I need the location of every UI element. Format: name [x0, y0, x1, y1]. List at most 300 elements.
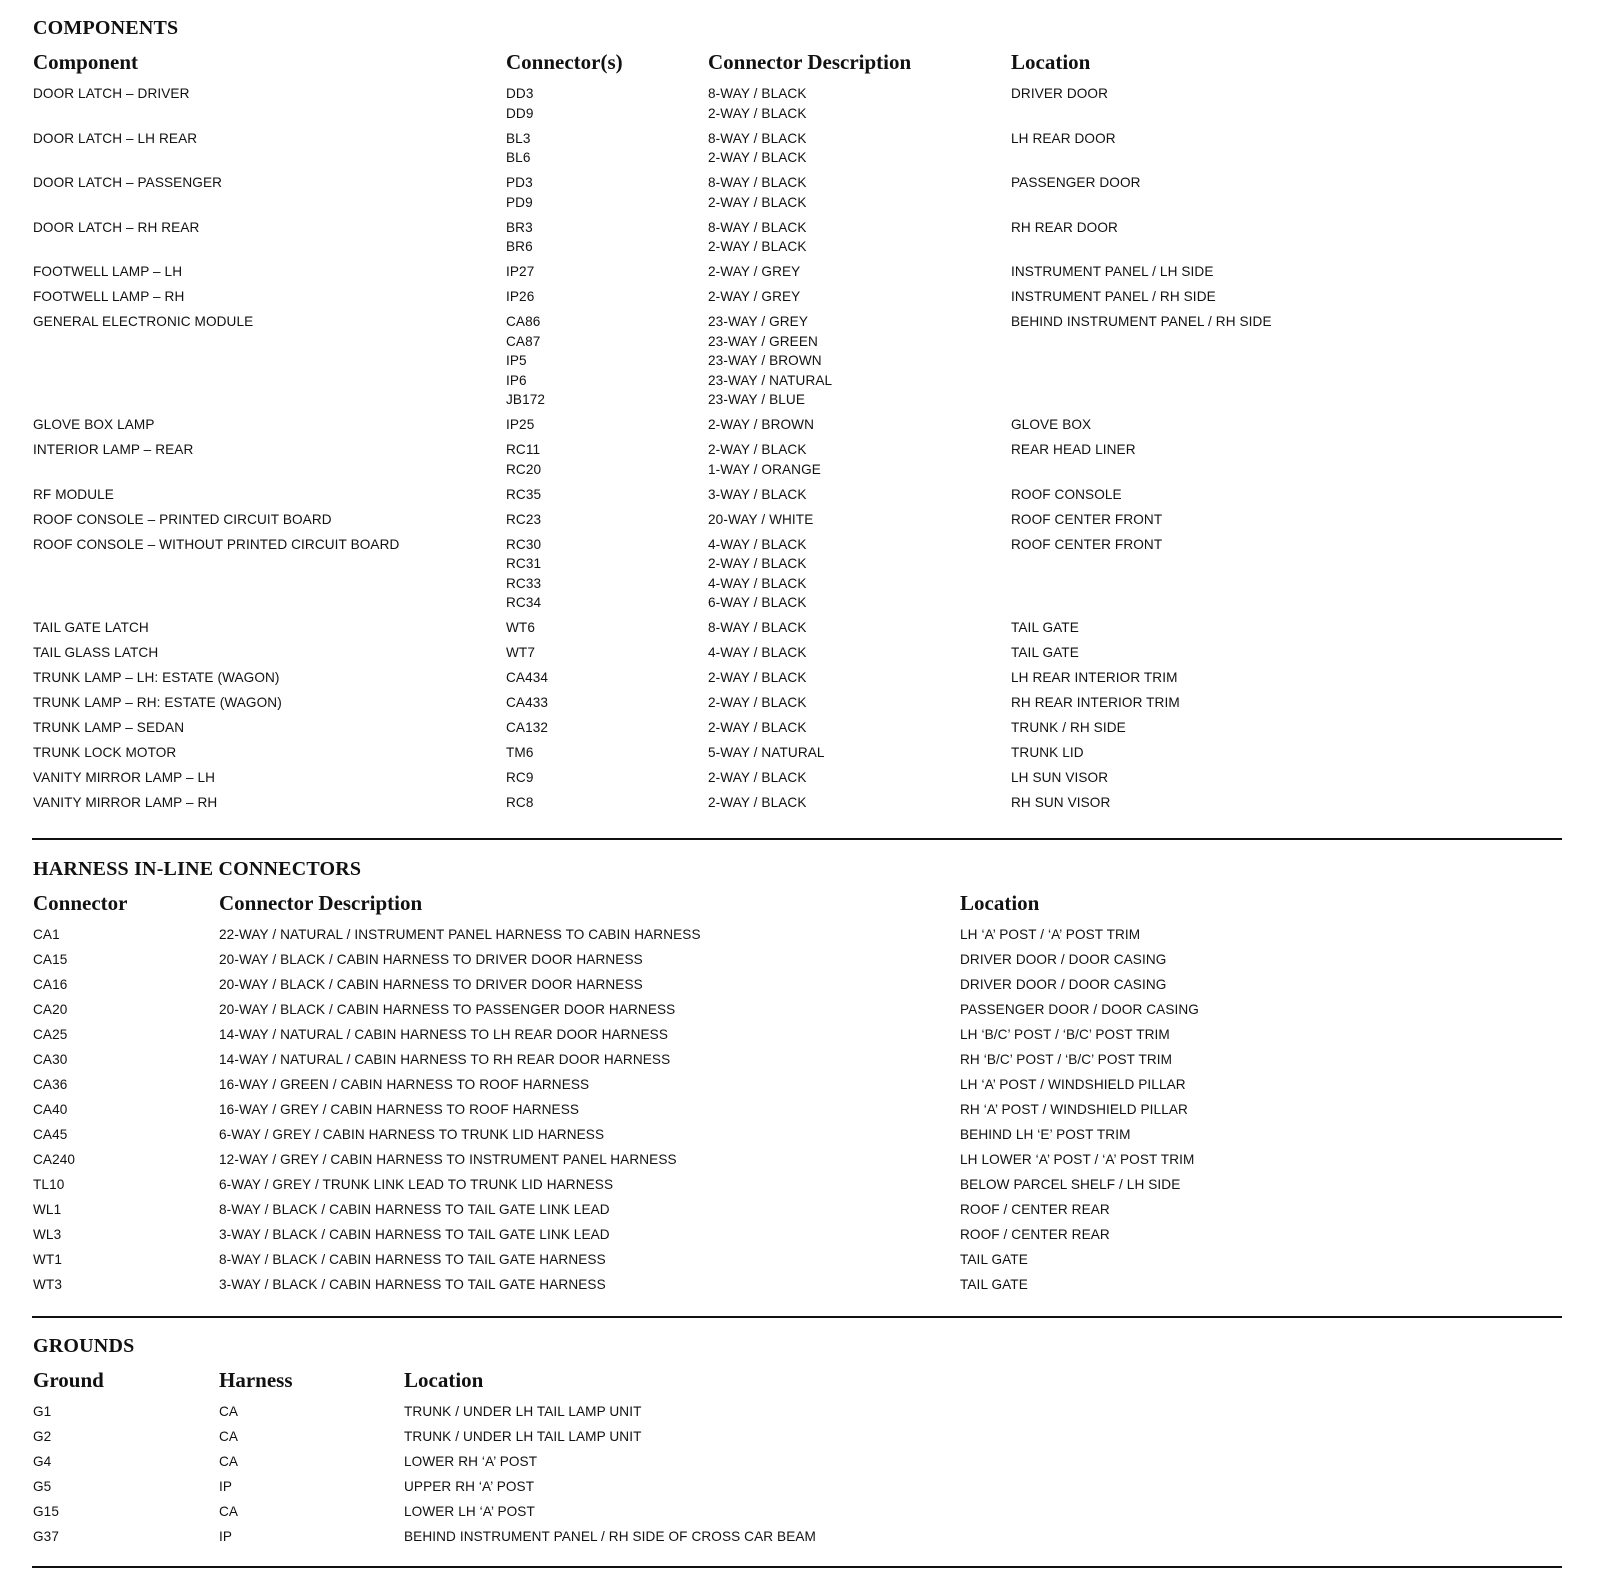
connectors-cell — [506, 287, 534, 307]
connector-description: 4-WAY / BLACK — [708, 575, 807, 591]
connector-description: 16-WAY / GREEN / CABIN HARNESS TO ROOF HARNESS — [219, 1077, 590, 1092]
location-cell — [960, 1175, 1180, 1195]
ground-id: G1 — [33, 1404, 52, 1419]
component-cell — [33, 312, 253, 332]
connector-id: CA20 — [33, 1002, 68, 1017]
connector-id: CA25 — [33, 1027, 68, 1042]
ground-id: G2 — [33, 1429, 52, 1444]
location-text: DRIVER DOOR / DOOR CASING — [960, 977, 1167, 992]
connectors-cell — [506, 440, 541, 479]
description-cell — [219, 1250, 606, 1270]
location-cell — [960, 975, 1166, 995]
description-cell — [708, 793, 807, 813]
connector-id: CA434 — [506, 670, 549, 685]
location-cell — [1011, 129, 1116, 149]
component-name: DOOR LATCH – RH REAR — [33, 219, 200, 235]
description-cell — [219, 1025, 668, 1045]
description-cell — [219, 1075, 589, 1095]
header-location: Location — [404, 1368, 484, 1392]
connector-id: CA87 — [506, 333, 541, 349]
connectors-cell — [506, 312, 545, 410]
component-cell — [33, 535, 399, 555]
connector-id: CA36 — [33, 1077, 68, 1092]
connector-id: BR6 — [506, 239, 533, 254]
location-cell — [1011, 84, 1108, 104]
location-cell — [1011, 668, 1178, 688]
connector-description: 2-WAY / BROWN — [708, 417, 815, 432]
component-cell — [33, 643, 158, 663]
description-cell — [708, 485, 807, 505]
harness-code: IP — [219, 1529, 233, 1544]
connector-id: RC8 — [506, 795, 534, 810]
location-cell — [960, 1075, 1186, 1095]
location-cell — [1011, 415, 1091, 435]
location-text: ROOF CONSOLE — [1011, 486, 1122, 502]
connector-description: 4-WAY / BLACK — [708, 645, 807, 660]
connector-description: 20-WAY / BLACK / CABIN HARNESS TO PASSENGER DOOR HARNESS — [219, 1002, 676, 1017]
connector-cell — [33, 1275, 62, 1295]
connector-description: 16-WAY / GREY / CABIN HARNESS TO ROOF HARNESS — [219, 1102, 580, 1117]
component-name: FOOTWELL LAMP – LH — [33, 264, 183, 279]
connector-description: 4-WAY / BLACK — [708, 536, 807, 552]
location-text: BELOW PARCEL SHELF / LH SIDE — [960, 1177, 1181, 1192]
description-cell — [219, 1000, 675, 1020]
location-text: LH ‘B/C’ POST / ‘B/C’ POST TRIM — [960, 1027, 1170, 1042]
location-cell — [960, 1225, 1110, 1245]
connector-id: PD3 — [506, 175, 533, 190]
header-connector: Connector — [33, 891, 128, 915]
location-text: TRUNK / UNDER LH TAIL LAMP UNIT — [404, 1404, 642, 1419]
harness-cell — [219, 1477, 232, 1497]
description-cell — [708, 618, 807, 638]
location-cell — [960, 1200, 1110, 1220]
description-cell — [708, 743, 825, 763]
connector-id: WT7 — [506, 645, 535, 660]
description-cell — [219, 925, 701, 945]
connector-cell — [33, 1225, 61, 1245]
description-cell — [219, 1100, 579, 1120]
location-text: LOWER RH ‘A’ POST — [404, 1454, 538, 1469]
location-text: GLOVE BOX — [1011, 417, 1092, 432]
component-name: DOOR LATCH – PASSENGER — [33, 175, 223, 190]
connectors-cell — [506, 768, 534, 788]
connector-id: IP6 — [506, 372, 527, 388]
connector-description: 23-WAY / GREEN — [708, 333, 818, 349]
component-cell — [33, 485, 114, 505]
location-cell — [404, 1527, 816, 1547]
component-name: GLOVE BOX LAMP — [33, 417, 155, 432]
description-cell — [708, 287, 800, 307]
connector-id: IP25 — [506, 417, 535, 432]
connectors-cell — [506, 262, 534, 282]
location-cell — [960, 1000, 1199, 1020]
section-divider — [32, 1566, 1562, 1568]
component-cell — [33, 693, 282, 713]
connector-cell — [33, 1075, 67, 1095]
description-cell — [219, 1125, 604, 1145]
section-divider — [32, 838, 1562, 840]
location-text: BEHIND INSTRUMENT PANEL / RH SIDE — [1011, 314, 1272, 329]
location-text: TAIL GATE — [960, 1252, 1028, 1267]
header-location: Location — [960, 891, 1040, 915]
header-location: Location — [1011, 50, 1091, 74]
description-cell — [708, 510, 813, 530]
connector-id: RC31 — [506, 556, 542, 571]
connector-description: 20-WAY / WHITE — [708, 511, 814, 527]
location-text: RH SUN VISOR — [1011, 795, 1111, 810]
connector-description: 2-WAY / BLACK — [708, 105, 807, 121]
connector-description: 2-WAY / BLACK — [708, 150, 807, 165]
location-cell — [1011, 218, 1118, 238]
description-cell — [708, 440, 821, 479]
connector-description: 23-WAY / NATURAL — [708, 372, 833, 388]
connector-id: IP26 — [506, 289, 535, 304]
connector-id: CA45 — [33, 1127, 68, 1142]
harness-code: CA — [219, 1454, 239, 1469]
component-name: TAIL GLASS LATCH — [33, 645, 159, 660]
connector-description: 8-WAY / BLACK — [708, 175, 807, 190]
connector-id: BL6 — [506, 150, 531, 165]
component-cell — [33, 173, 222, 193]
connector-id: TL10 — [33, 1177, 65, 1192]
connector-id: BR3 — [506, 219, 533, 235]
connectors-cell — [506, 173, 533, 212]
connectors-cell — [506, 535, 541, 613]
connector-id: CA40 — [33, 1102, 68, 1117]
location-text: LH SUN VISOR — [1011, 770, 1109, 785]
harness-code: CA — [219, 1504, 239, 1519]
connectors-cell — [506, 218, 533, 257]
connector-description: 20-WAY / BLACK / CABIN HARNESS TO DRIVER DOOR HARNESS — [219, 952, 643, 967]
connector-id: CA132 — [506, 720, 549, 735]
location-text: ROOF / CENTER REAR — [960, 1202, 1110, 1217]
component-cell — [33, 218, 199, 238]
description-cell — [708, 262, 800, 282]
connector-description: 8-WAY / BLACK — [708, 219, 807, 235]
connector-id: RC23 — [506, 511, 542, 527]
connector-id: WL3 — [33, 1227, 62, 1242]
location-cell — [960, 1050, 1172, 1070]
location-cell — [960, 1100, 1188, 1120]
connector-description: 3-WAY / BLACK — [708, 486, 807, 502]
harness-code: CA — [219, 1429, 239, 1444]
component-cell — [33, 668, 280, 688]
connector-description: 8-WAY / BLACK / CABIN HARNESS TO TAIL GATE HARNESS — [219, 1252, 606, 1267]
connector-description: 2-WAY / BLACK — [708, 795, 807, 810]
connector-id: WT3 — [33, 1277, 62, 1292]
location-cell — [1011, 287, 1216, 307]
header-component: Component — [33, 50, 139, 74]
location-cell — [1011, 312, 1272, 332]
location-cell — [1011, 643, 1079, 663]
location-text: DRIVER DOOR — [1011, 86, 1109, 101]
ground-cell — [33, 1402, 51, 1422]
connector-description: 2-WAY / BLACK — [708, 239, 807, 254]
component-cell — [33, 415, 155, 435]
harness-cell — [219, 1427, 238, 1447]
ground-cell — [33, 1527, 59, 1547]
connector-description: 8-WAY / BLACK — [708, 86, 807, 101]
connector-id: CA1 — [33, 927, 60, 942]
component-cell — [33, 793, 217, 813]
connector-id: CA16 — [33, 977, 68, 992]
connector-description: 2-WAY / BLACK — [708, 442, 807, 457]
connector-description: 23-WAY / BLUE — [708, 392, 805, 407]
connector-cell — [33, 1025, 67, 1045]
description-cell — [708, 84, 807, 123]
location-cell — [1011, 743, 1084, 763]
grounds-title: GROUNDS — [33, 1335, 135, 1357]
description-cell — [219, 950, 643, 970]
connector-id: RC20 — [506, 461, 542, 477]
location-cell — [1011, 440, 1136, 460]
location-cell — [960, 1025, 1170, 1045]
connector-description: 2-WAY / BLACK — [708, 556, 807, 571]
header-connector-description: Connector Description — [219, 891, 423, 915]
connector-id: PD9 — [506, 194, 533, 210]
description-cell — [219, 1200, 610, 1220]
component-name: DOOR LATCH – LH REAR — [33, 130, 198, 146]
location-text: PASSENGER DOOR / DOOR CASING — [960, 1002, 1199, 1017]
location-cell — [404, 1502, 535, 1522]
connector-description: 14-WAY / NATURAL / CABIN HARNESS TO RH REAR DOOR HARNESS — [219, 1052, 671, 1067]
connector-description: 23-WAY / GREY — [708, 314, 809, 329]
description-cell — [708, 643, 807, 663]
connector-description: 2-WAY / BLACK — [708, 720, 807, 735]
connectors-cell — [506, 485, 541, 505]
connector-description: 6-WAY / GREY / CABIN HARNESS TO TRUNK LID HARNESS — [219, 1127, 605, 1142]
connector-id: WT1 — [33, 1252, 62, 1267]
location-text: LOWER LH ‘A’ POST — [404, 1504, 535, 1519]
connector-id: IP5 — [506, 353, 527, 368]
location-text: RH ‘B/C’ POST / ‘B/C’ POST TRIM — [960, 1052, 1173, 1067]
section-divider — [32, 1316, 1562, 1318]
location-text: LH ‘A’ POST / ‘A’ POST TRIM — [960, 927, 1141, 942]
location-text: BEHIND LH ‘E’ POST TRIM — [960, 1127, 1131, 1142]
connector-cell — [33, 1125, 67, 1145]
connector-cell — [33, 950, 67, 970]
location-cell — [1011, 768, 1108, 788]
location-text: RH ‘A’ POST / WINDSHIELD PILLAR — [960, 1102, 1188, 1117]
component-cell — [33, 129, 197, 149]
location-cell — [1011, 693, 1180, 713]
component-name: VANITY MIRROR LAMP – LH — [33, 770, 216, 785]
connector-description: 2-WAY / BLACK — [708, 194, 807, 210]
location-cell — [404, 1452, 537, 1472]
connector-description: 2-WAY / BLACK — [708, 770, 807, 785]
location-text: ROOF CENTER FRONT — [1011, 536, 1163, 552]
location-cell — [960, 1275, 1028, 1295]
connector-id: RC30 — [506, 536, 542, 552]
connector-id: CA30 — [33, 1052, 68, 1067]
ground-id: G4 — [33, 1454, 52, 1469]
component-cell — [33, 262, 182, 282]
location-text: BEHIND INSTRUMENT PANEL / RH SIDE OF CROSS CAR BEAM — [404, 1529, 816, 1544]
description-cell — [219, 1175, 613, 1195]
connector-id: CA433 — [506, 695, 549, 710]
ground-cell — [33, 1427, 51, 1447]
location-text: INSTRUMENT PANEL / LH SIDE — [1011, 264, 1214, 279]
components-title: COMPONENTS — [33, 17, 179, 39]
component-name: TRUNK LOCK MOTOR — [33, 745, 177, 760]
connector-description: 12-WAY / GREY / CABIN HARNESS TO INSTRUMENT PANEL HARNESS — [219, 1152, 677, 1167]
connector-id: WL1 — [33, 1202, 62, 1217]
ground-cell — [33, 1452, 51, 1472]
component-cell — [33, 84, 190, 104]
connector-description: 2-WAY / GREY — [708, 289, 801, 304]
description-cell — [219, 1150, 677, 1170]
harness-cell — [219, 1452, 238, 1472]
connector-id: TM6 — [506, 745, 534, 760]
harness-cell — [219, 1402, 238, 1422]
description-cell — [708, 173, 807, 212]
ground-cell — [33, 1477, 51, 1497]
connectors-cell — [506, 510, 541, 530]
connector-description: 22-WAY / NATURAL / INSTRUMENT PANEL HARNESS TO CABIN HARNESS — [219, 927, 701, 942]
connector-cell — [33, 1200, 61, 1220]
connector-description: 2-WAY / BLACK — [708, 670, 807, 685]
connector-description: 6-WAY / GREY / TRUNK LINK LEAD TO TRUNK LID HARNESS — [219, 1177, 614, 1192]
location-cell — [1011, 793, 1110, 813]
connector-description: 2-WAY / GREY — [708, 264, 801, 279]
connector-id: BL3 — [506, 130, 531, 146]
component-name: TAIL GATE LATCH — [33, 620, 149, 635]
connector-description: 20-WAY / BLACK / CABIN HARNESS TO DRIVER DOOR HARNESS — [219, 977, 643, 992]
location-cell — [1011, 535, 1162, 555]
connector-id: CA240 — [33, 1152, 76, 1167]
connectors-cell — [506, 718, 548, 738]
location-text: REAR HEAD LINER — [1011, 442, 1136, 457]
connector-description: 14-WAY / NATURAL / CABIN HARNESS TO LH REAR DOOR HARNESS — [219, 1027, 669, 1042]
description-cell — [708, 312, 832, 410]
component-cell — [33, 440, 193, 460]
location-text: LH REAR DOOR — [1011, 130, 1116, 146]
connectors-cell — [506, 415, 534, 435]
connector-description: 23-WAY / BROWN — [708, 353, 822, 368]
connector-cell — [33, 975, 67, 995]
description-cell — [219, 1050, 670, 1070]
connector-id: IP27 — [506, 264, 535, 279]
connector-cell — [33, 925, 60, 945]
description-cell — [708, 535, 807, 613]
location-text: ROOF CENTER FRONT — [1011, 511, 1163, 527]
location-cell — [960, 1125, 1131, 1145]
connector-id: RC11 — [506, 442, 541, 457]
component-name: ROOF CONSOLE – WITHOUT PRINTED CIRCUIT BOARD — [33, 536, 400, 552]
connector-cell — [33, 1000, 67, 1020]
connector-description: 2-WAY / BLACK — [708, 695, 807, 710]
ground-id: G15 — [33, 1504, 59, 1519]
connector-id: RC35 — [506, 486, 542, 502]
header-connector-description: Connector Description — [708, 50, 912, 74]
location-text: DRIVER DOOR / DOOR CASING — [960, 952, 1167, 967]
component-cell — [33, 718, 184, 738]
location-text: TAIL GATE — [1011, 620, 1079, 635]
header-connectors: Connector(s) — [506, 50, 623, 74]
location-text: LH LOWER ‘A’ POST / ‘A’ POST TRIM — [960, 1152, 1195, 1167]
component-name: INTERIOR LAMP – REAR — [33, 442, 194, 457]
connector-description: 3-WAY / BLACK / CABIN HARNESS TO TAIL GATE HARNESS — [219, 1277, 606, 1292]
location-text: UPPER RH ‘A’ POST — [404, 1479, 535, 1494]
component-name: DOOR LATCH – DRIVER — [33, 86, 190, 101]
location-text: ROOF / CENTER REAR — [960, 1227, 1110, 1242]
location-text: PASSENGER DOOR — [1011, 175, 1141, 190]
ground-id: G5 — [33, 1479, 52, 1494]
header-harness: Harness — [219, 1368, 293, 1392]
connector-id: RC34 — [506, 595, 542, 610]
harness-code: CA — [219, 1404, 239, 1419]
connector-id: CA15 — [33, 952, 68, 967]
connector-id: WT6 — [506, 620, 535, 635]
location-cell — [960, 1150, 1194, 1170]
ground-id: G37 — [33, 1529, 59, 1544]
location-text: INSTRUMENT PANEL / RH SIDE — [1011, 289, 1216, 304]
location-text: TAIL GATE — [1011, 645, 1079, 660]
connector-id: DD9 — [506, 105, 534, 121]
description-cell — [708, 415, 814, 435]
location-cell — [960, 950, 1166, 970]
connector-cell — [33, 1100, 67, 1120]
harness-cell — [219, 1502, 238, 1522]
location-cell — [960, 925, 1140, 945]
header-ground: Ground — [33, 1368, 104, 1392]
component-name: ROOF CONSOLE – PRINTED CIRCUIT BOARD — [33, 511, 332, 527]
location-text: TRUNK LID — [1011, 745, 1084, 760]
location-cell — [1011, 618, 1079, 638]
description-cell — [219, 975, 643, 995]
description-cell — [219, 1225, 610, 1245]
location-cell — [1011, 173, 1141, 193]
connector-description: 3-WAY / BLACK / CABIN HARNESS TO TAIL GATE LINK LEAD — [219, 1227, 610, 1242]
component-name: GENERAL ELECTRONIC MODULE — [33, 314, 254, 329]
location-cell — [1011, 718, 1126, 738]
location-text: TRUNK / UNDER LH TAIL LAMP UNIT — [404, 1429, 642, 1444]
connector-id: DD3 — [506, 86, 534, 101]
connector-id: JB172 — [506, 392, 546, 407]
connector-id: RC33 — [506, 575, 542, 591]
connectors-cell — [506, 668, 548, 688]
harness-cell — [219, 1527, 232, 1547]
description-cell — [219, 1275, 606, 1295]
connectors-cell — [506, 618, 535, 638]
component-name: TRUNK LAMP – RH: ESTATE (WAGON) — [33, 695, 282, 710]
location-text: TRUNK / RH SIDE — [1011, 720, 1126, 735]
location-text: LH ‘A’ POST / WINDSHIELD PILLAR — [960, 1077, 1186, 1092]
description-cell — [708, 218, 807, 257]
component-cell — [33, 768, 215, 788]
description-cell — [708, 718, 807, 738]
connector-cell — [33, 1175, 64, 1195]
component-name: TRUNK LAMP – SEDAN — [33, 720, 185, 735]
connectors-cell — [506, 129, 531, 168]
connectors-cell — [506, 693, 548, 713]
connectors-cell — [506, 643, 535, 663]
connector-id: RC9 — [506, 770, 534, 785]
description-cell — [708, 693, 807, 713]
component-name: RF MODULE — [33, 486, 114, 502]
ground-cell — [33, 1502, 59, 1522]
location-text: RH REAR DOOR — [1011, 219, 1118, 235]
connector-cell — [33, 1150, 75, 1170]
connectors-cell — [506, 793, 534, 813]
location-cell — [1011, 262, 1214, 282]
connectors-cell — [506, 84, 534, 123]
component-name: TRUNK LAMP – LH: ESTATE (WAGON) — [33, 670, 280, 685]
connector-cell — [33, 1250, 62, 1270]
component-cell — [33, 510, 332, 530]
description-cell — [708, 129, 807, 168]
component-cell — [33, 743, 176, 763]
